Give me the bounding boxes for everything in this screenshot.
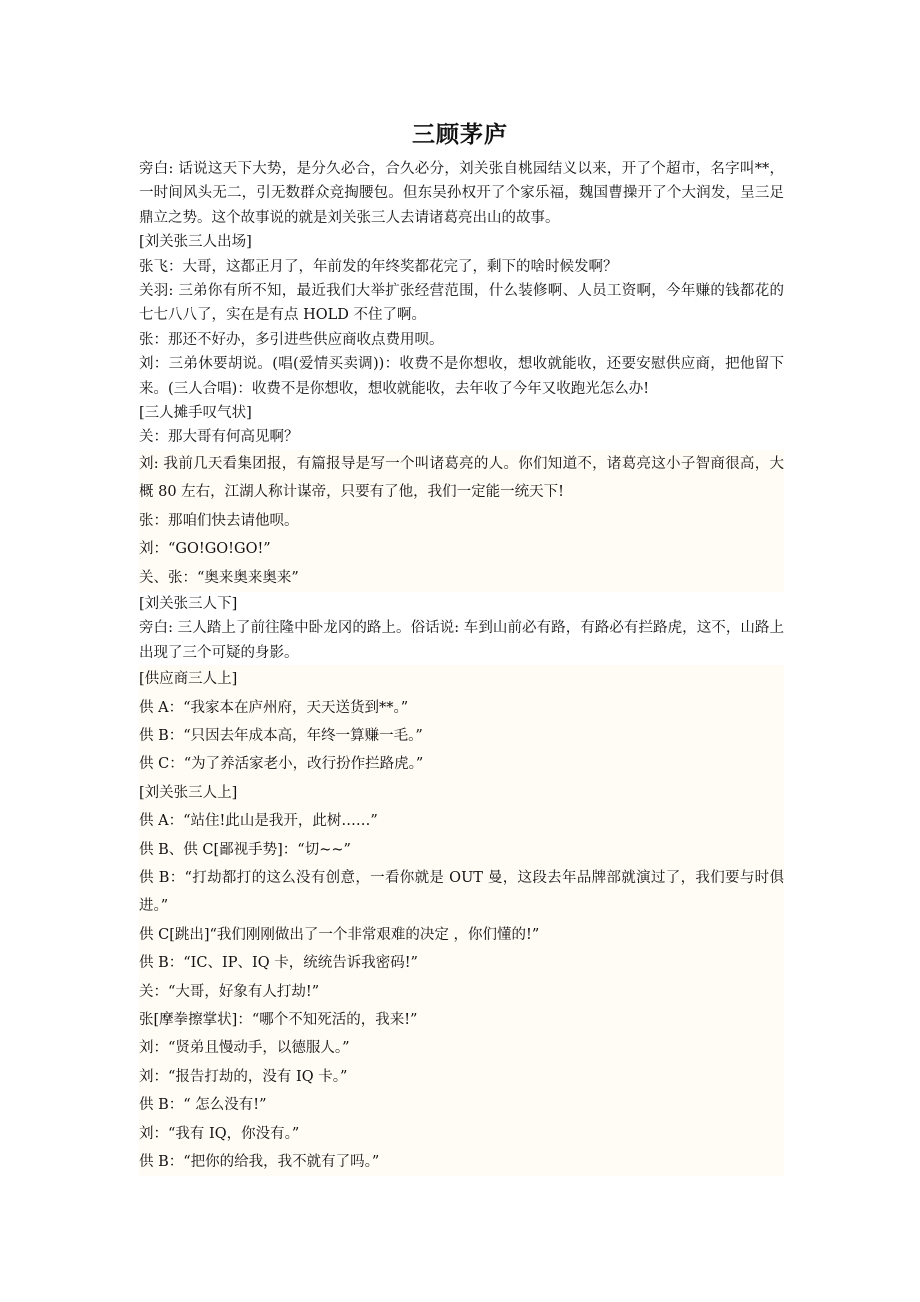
stage-direction: [三人摊手叹气状] (139, 405, 252, 422)
dialogue-line: 供 A：“我家本在庐州府，天天送货到**。” (139, 694, 784, 722)
paragraph-narration-1: 旁白: 话说这天下大势，是分久必合，合久必分，刘关张自桃园结义以来，开了个超市，名字叫**，一时间风头无二，引无数群众竞掏腰包。但东吴孙权开了个家乐福，魏国曹操开了个大润发，呈三足鼎立之势。这个故事说的就是刘关张三人去请诸葛亮出山的故事。 (139, 161, 784, 226)
dialogue-line: 供 A：“站住!此山是我开，此树……” (139, 807, 784, 835)
dialogue-line: 关：那大哥有何高见啊？ (139, 429, 299, 446)
dialogue-line: 供 B：“打劫都打的这么没有创意，一看你就是 OUT 曼，这段去年品牌部就演过了，我们要与时俱进。” (139, 864, 784, 921)
stage-direction: [刘关张三人上] (139, 779, 784, 807)
dialogue-line: 供 B、供 C[鄙视手势]：“切~~” (139, 836, 784, 864)
document-title: 三顾茅庐 (412, 121, 508, 148)
dialogue-line: 刘：三弟休要胡说。(唱(爱情买卖调))：收费不是你想收，想收就能收，还要安慰供应商，把他留下来。(三人合唱)：收费不是你想收，想收就能收，去年收了今年又收跑光怎么办! (139, 356, 784, 397)
dialogue-line: 关羽: 三弟你有所不知，最近我们大举扩张经营范围，什么装修啊、人员工资啊，今年赚的钱都花的七七八八了，实在是有点 HOLD 不住了啊。 (139, 283, 784, 324)
stage-direction: [刘关张三人下] (139, 595, 238, 612)
paragraph-narration-2: 旁白: 三人踏上了前往隆中卧龙冈的路上。俗话说: 车到山前必有路，有路必有拦路虎，这不，山路上出现了三个可疑的身影。 (139, 620, 784, 661)
dialogue-line: 张[摩拳擦掌状]：“哪个不知死活的，我来!” (139, 1006, 784, 1034)
dialogue-line: 刘：“GO!GO!GO!” (139, 535, 784, 563)
dialogue-line: 供 C[跳出]“我们刚刚做出了一个非常艰难的决定 ，你们懂的!” (139, 921, 784, 949)
dialogue-line: 供 C：“为了养活家老小，改行扮作拦路虎。” (139, 750, 784, 778)
stage-direction: [刘关张三人出场] (139, 234, 252, 251)
dialogue-line: 供 B：“IC、IP、IQ 卡，统统告诉我密码!” (139, 949, 784, 977)
dialogue-line: 刘：“报告打劫的，没有 IQ 卡。” (139, 1063, 784, 1091)
dialogue-line: 关：“大哥，好象有人打劫!” (139, 978, 784, 1006)
dialogue-line: 刘：“我有 IQ，你没有。” (139, 1120, 784, 1148)
dialogue-line: 供 B：“只因去年成本高，年终一算赚一毛。” (139, 722, 784, 750)
dialogue-line: 张：那咱们快去请他呗。 (139, 507, 784, 535)
dialogue-line: 张：那还不好办，多引进些供应商收点费用呗。 (139, 331, 444, 348)
dialogue-line: 关、张：“奥来奥来奥来” (139, 564, 784, 592)
stage-direction: [供应商三人上] (139, 665, 784, 693)
dialogue-line: 供 B：“把你的给我，我不就有了吗。” (139, 1148, 784, 1176)
dialogue-line: 供 B：“ 怎么没有!” (139, 1091, 784, 1119)
document-body (139, 157, 784, 1176)
dialogue-line: 刘：“贤弟且慢动手，以德服人。” (139, 1034, 784, 1062)
dialogue-line: 刘: 我前几天看集团报，有篇报导是写一个叫诸葛亮的人。你们知道不，诸葛亮这小子智商很高，大概 80 左右，江湖人称计谋帝，只要有了他，我们一定能一统天下! (139, 450, 784, 507)
dialogue-line: 张飞：大哥，这都正月了，年前发的年终奖都花完了，剩下的啥时候发啊？ (139, 258, 618, 275)
